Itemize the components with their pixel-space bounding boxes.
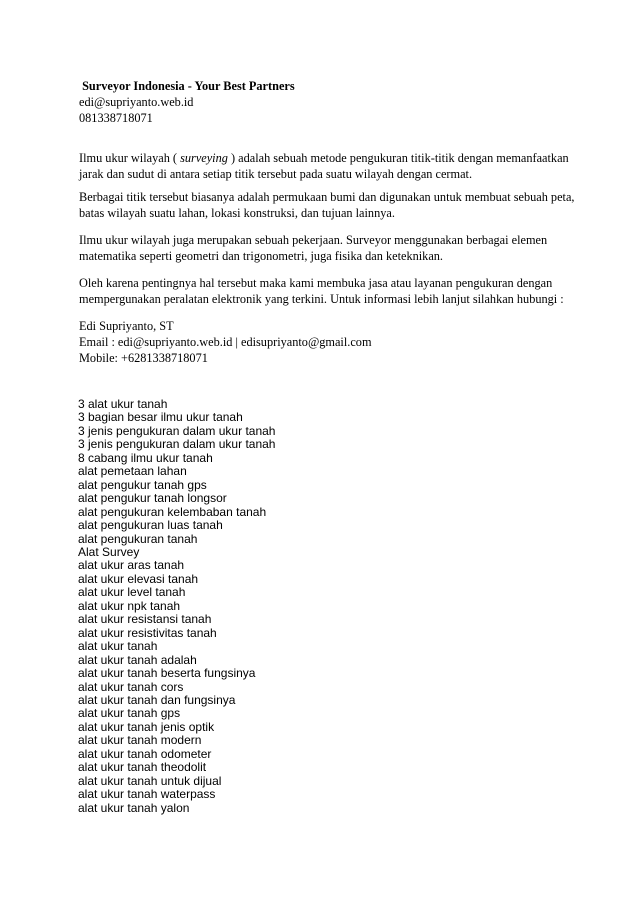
keyword-item: alat ukur tanah dan fungsinya <box>78 692 236 707</box>
text-run: Ilmu ukur wilayah ( <box>79 151 181 165</box>
paragraph-line: Berbagai titik tersebut biasanya adalah permukaan bumi dan digunakan untuk membuat sebuah peta, <box>79 190 575 204</box>
keyword-item: alat ukur tanah <box>78 639 158 654</box>
paragraph-line: batas wilayah suatu lahan, lokasi konstruksi, dan tujuan lainnya. <box>79 206 395 220</box>
keyword-item: alat ukur tanah jenis optik <box>78 719 215 734</box>
keyword-item: alat ukur resistansi tanah <box>78 612 212 627</box>
keyword-item: Alat Survey <box>78 544 140 559</box>
keyword-item: alat pengukuran kelembaban tanah <box>78 504 267 519</box>
keyword-item: alat ukur elevasi tanah <box>78 571 199 586</box>
contact-mobile: Mobile: +6281338718071 <box>79 351 208 365</box>
keyword-item: alat pengukuran tanah <box>78 531 198 546</box>
keyword-item: alat pengukur tanah gps <box>78 477 207 492</box>
header-phone: 081338718071 <box>79 111 153 125</box>
keyword-item: alat ukur tanah beserta fungsinya <box>78 666 256 681</box>
paragraph-services <box>79 275 599 307</box>
header-email: edi@supriyanto.web.id <box>79 95 194 109</box>
keyword-item: alat ukur npk tanah <box>78 598 181 613</box>
contact-name: Edi Supriyanto, ST <box>79 319 174 333</box>
paragraph-line: jarak dan sudut di antara setiap titik tersebut pada suatu wilayah dengan cermat. <box>79 167 473 181</box>
keyword-item: alat ukur tanah yalon <box>78 800 190 815</box>
keyword-item: alat ukur tanah odometer <box>78 746 212 761</box>
paragraph-definition <box>79 150 599 182</box>
keyword-item: 8 cabang ilmu ukur tanah <box>78 450 213 465</box>
keyword-list <box>78 398 378 815</box>
keyword-item: alat ukur tanah theodolit <box>78 760 207 775</box>
keyword-item: alat ukur tanah cors <box>78 679 184 694</box>
keyword-item: alat pengukur tanah longsor <box>78 491 227 506</box>
keyword-item: alat ukur aras tanah <box>78 558 185 573</box>
document-title: Surveyor Indonesia - Your Best Partners <box>79 79 295 93</box>
keyword-item: alat pemetaan lahan <box>78 464 187 479</box>
keyword-item: alat ukur tanah untuk dijual <box>78 773 222 788</box>
paragraph-line: matematika seperti geometri dan trigonometri, juga fisika dan keteknikan. <box>79 249 444 263</box>
keyword-item: 3 alat ukur tanah <box>78 397 168 411</box>
contact-block <box>79 318 599 366</box>
paragraph-points <box>79 189 599 221</box>
paragraph-line <box>79 150 599 166</box>
paragraph-line: mempergunakan peralatan elektronik yang terkini. Untuk informasi lebih lanjut silahkan hubungi : <box>79 292 564 306</box>
keyword-item: 3 jenis pengukuran dalam ukur tanah <box>78 423 276 438</box>
keyword-item: alat ukur tanah modern <box>78 733 202 748</box>
keyword-item: 3 bagian besar ilmu ukur tanah <box>78 410 243 425</box>
document-header <box>79 78 599 126</box>
paragraph-line: Oleh karena pentingnya hal tersebut maka kami membuka jasa atau layanan pengukuran dengan <box>79 276 553 290</box>
keyword-item: alat ukur resistivitas tanah <box>78 625 217 640</box>
paragraph-line: Ilmu ukur wilayah juga merupakan sebuah pekerjaan. Surveyor menggunakan berbagai elemen <box>79 233 548 247</box>
italic-term: surveying <box>180 151 228 165</box>
keyword-item: alat ukur tanah waterpass <box>78 787 216 802</box>
keyword-item: 3 jenis pengukuran dalam ukur tanah <box>78 437 276 452</box>
keyword-item: alat ukur tanah gps <box>78 706 181 721</box>
keyword-item: alat ukur tanah adalah <box>78 652 197 667</box>
keyword-item: alat ukur level tanah <box>78 585 186 600</box>
text-run: ) adalah sebuah metode pengukuran titik-titik dengan memanfaatkan <box>227 151 569 165</box>
contact-email: Email : edi@supriyanto.web.id | edisupriyanto@gmail.com <box>79 335 372 349</box>
keyword-item: alat pengukuran luas tanah <box>78 518 223 533</box>
paragraph-profession <box>79 232 599 264</box>
